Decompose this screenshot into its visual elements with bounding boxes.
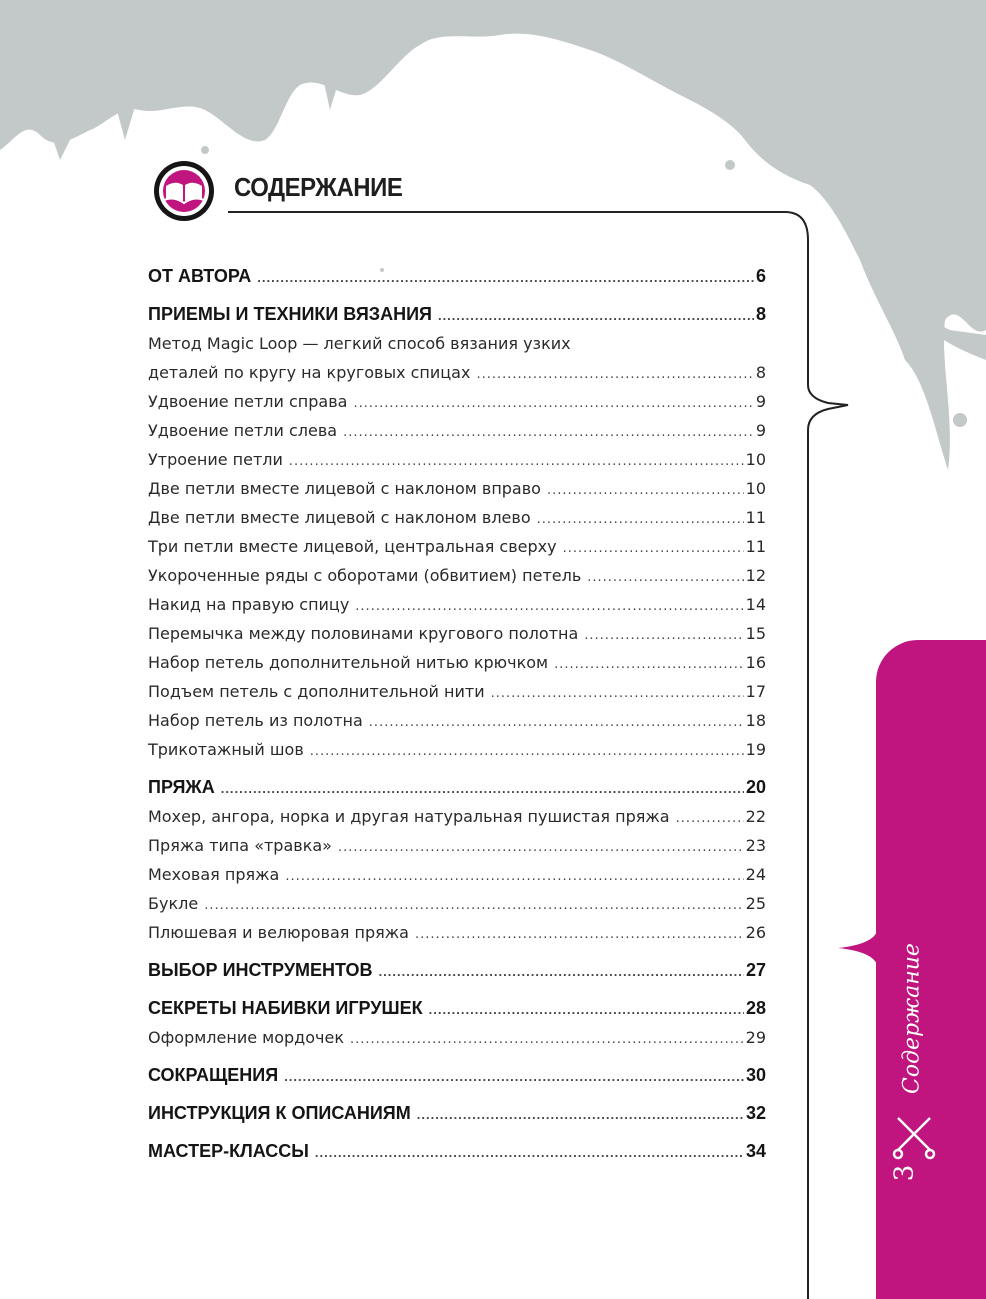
toc-page-number: 18 bbox=[745, 711, 766, 730]
toc-dot-leader bbox=[676, 804, 744, 831]
toc-page-number: 20 bbox=[745, 777, 766, 797]
toc-subsection-row[interactable] bbox=[148, 590, 766, 619]
toc-entry-title: Пряжа типа «травка» bbox=[148, 836, 332, 855]
toc-page-number: 17 bbox=[745, 682, 766, 701]
toc-dot-leader bbox=[310, 737, 744, 764]
toc-subsection-row[interactable] bbox=[148, 918, 766, 947]
toc-dot-leader bbox=[415, 920, 744, 947]
toc-dot-leader bbox=[204, 891, 743, 918]
toc-page-number: 16 bbox=[745, 653, 766, 672]
toc-dot-leader bbox=[289, 447, 744, 474]
toc-entry-title: МАСТЕР-КЛАССЫ bbox=[148, 1141, 309, 1161]
toc-dot-leader bbox=[563, 534, 744, 561]
toc-dot-leader bbox=[429, 995, 744, 1023]
toc-entry-title: СОКРАЩЕНИЯ bbox=[148, 1065, 279, 1085]
toc-page-number: 27 bbox=[745, 960, 766, 980]
toc-page-number: 6 bbox=[755, 266, 766, 286]
toc-entry-title: Утроение петли bbox=[148, 450, 283, 469]
toc-entry-title: ПРЯЖА bbox=[148, 777, 215, 797]
toc-dot-leader bbox=[587, 563, 743, 590]
toc-entry-title: Набор петель из полотна bbox=[148, 711, 363, 730]
toc-entry-title: Перемычка между половинами кругового полотна bbox=[148, 624, 579, 643]
toc-dot-leader bbox=[338, 833, 744, 860]
toc-page-number: 9 bbox=[755, 421, 766, 440]
toc-entry-title: Подъем петель с дополнительной нити bbox=[148, 682, 485, 701]
toc-page-number: 11 bbox=[745, 508, 766, 527]
toc-page-number: 24 bbox=[745, 865, 766, 884]
toc-dot-leader bbox=[369, 708, 744, 735]
toc-section-row[interactable] bbox=[148, 1061, 766, 1090]
toc-entry-title: Накид на правую спицу bbox=[148, 595, 350, 614]
scissors-icon bbox=[890, 1110, 938, 1160]
toc-entry-title: Метод Magic Loop — легкий способ вязания узких bbox=[148, 334, 571, 353]
toc-section-row[interactable] bbox=[148, 1099, 766, 1128]
toc-entry-title: Плюшевая и велюровая пряжа bbox=[148, 923, 409, 942]
toc-entry-title: Меховая пряжа bbox=[148, 865, 280, 884]
toc-subsection-row[interactable] bbox=[148, 387, 766, 416]
toc-page-number: 28 bbox=[745, 998, 766, 1018]
toc-dot-leader bbox=[584, 621, 743, 648]
toc-entry-title: деталей по кругу на круговых спицах bbox=[148, 363, 471, 382]
toc-page-number: 8 bbox=[755, 304, 766, 324]
toc-entry-title: ВЫБОР ИНСТРУМЕНТОВ bbox=[148, 960, 373, 980]
toc-page-number: 10 bbox=[745, 479, 766, 498]
toc-subsection-row[interactable] bbox=[148, 619, 766, 648]
toc-entry-title: Удвоение петли справа bbox=[148, 392, 348, 411]
toc-subsection-row[interactable] bbox=[148, 706, 766, 735]
toc-entry-title: Мохер, ангора, норка и другая натуральная пушистая пряжа bbox=[148, 807, 670, 826]
toc-subsection-row[interactable] bbox=[148, 561, 766, 590]
toc-dot-leader bbox=[438, 301, 754, 329]
toc-section-row[interactable] bbox=[148, 262, 766, 291]
toc-page-number: 10 bbox=[745, 450, 766, 469]
toc-entry-title: Две петли вместе лицевой с наклоном вправо bbox=[148, 479, 541, 498]
toc-dot-leader bbox=[343, 418, 754, 445]
toc-dot-leader bbox=[221, 774, 744, 802]
toc-dot-leader bbox=[417, 1100, 744, 1128]
toc-page-number: 15 bbox=[745, 624, 766, 643]
toc-subsection-row[interactable] bbox=[148, 677, 766, 706]
toc-subsection-row[interactable] bbox=[148, 358, 766, 387]
toc-subsection-row[interactable] bbox=[148, 503, 766, 532]
toc-dot-leader bbox=[257, 263, 754, 291]
toc-entry-title: СЕКРЕТЫ НАБИВКИ ИГРУШЕК bbox=[148, 998, 423, 1018]
toc-dot-leader bbox=[315, 1138, 744, 1166]
toc-section-row[interactable] bbox=[148, 1137, 766, 1166]
toc-dot-leader bbox=[285, 862, 743, 889]
toc-entry-title: Набор петель дополнительной нитью крючком bbox=[148, 653, 549, 672]
toc-page-number: 9 bbox=[755, 392, 766, 411]
toc-entry-title: Букле bbox=[148, 894, 199, 913]
page-title: СОДЕРЖАНИЕ bbox=[234, 172, 403, 202]
toc-dot-leader bbox=[355, 592, 743, 619]
toc-page-number: 8 bbox=[755, 363, 766, 382]
toc-dot-leader bbox=[353, 389, 753, 416]
toc-entry-title: ОТ АВТОРА bbox=[148, 266, 252, 286]
toc-entry-title: Укороченные ряды с оборотами (обвитием) петель bbox=[148, 566, 582, 585]
toc-subsection-row[interactable] bbox=[148, 532, 766, 561]
toc-entry-title: Три петли вместе лицевой, центральная сверху bbox=[148, 537, 557, 556]
toc-subsection-row[interactable] bbox=[148, 860, 766, 889]
toc-dot-leader bbox=[491, 679, 744, 706]
page-number: 3 bbox=[889, 1164, 920, 1182]
toc-section-row[interactable] bbox=[148, 994, 766, 1023]
toc-page-number: 26 bbox=[745, 923, 766, 942]
toc-subsection-row[interactable] bbox=[148, 648, 766, 677]
toc-section-row[interactable] bbox=[148, 956, 766, 985]
toc-entry-title: ПРИЕМЫ И ТЕХНИКИ ВЯЗАНИЯ bbox=[148, 304, 432, 324]
toc-page-number: 32 bbox=[745, 1103, 766, 1123]
toc-page-number: 22 bbox=[745, 807, 766, 826]
book-icon bbox=[148, 160, 220, 222]
toc-dot-leader bbox=[284, 1062, 744, 1090]
toc-section-row[interactable] bbox=[148, 300, 766, 329]
toc-entry-title: Трикотажный шов bbox=[148, 740, 304, 759]
toc-dot-leader bbox=[476, 360, 753, 387]
toc-entry-title: Оформление мордочек bbox=[148, 1028, 344, 1047]
toc-subsection-row[interactable] bbox=[148, 831, 766, 860]
toc-page-number: 30 bbox=[745, 1065, 766, 1085]
toc-page-number: 25 bbox=[745, 894, 766, 913]
toc-dot-leader bbox=[379, 957, 744, 985]
toc-dot-leader bbox=[547, 476, 744, 503]
toc-page-number: 29 bbox=[745, 1028, 766, 1047]
toc-page-number: 12 bbox=[745, 566, 766, 585]
toc-dot-leader bbox=[554, 650, 744, 677]
toc-entry-title: ИНСТРУКЦИЯ К ОПИСАНИЯМ bbox=[148, 1103, 411, 1123]
toc-page-number: 11 bbox=[745, 537, 766, 556]
toc-entry-title: Две петли вместе лицевой с наклоном влево bbox=[148, 508, 531, 527]
toc-subsection-row[interactable] bbox=[148, 329, 766, 358]
toc-dot-leader bbox=[350, 1025, 744, 1052]
toc-subsection-row[interactable] bbox=[148, 416, 766, 445]
toc-subsection-row[interactable] bbox=[148, 889, 766, 918]
toc-subsection-row[interactable] bbox=[148, 802, 766, 831]
toc-section-row[interactable] bbox=[148, 773, 766, 802]
sidebar-section-title: Содержание bbox=[899, 943, 925, 1094]
toc-subsection-row[interactable] bbox=[148, 1023, 766, 1052]
toc-page-number: 19 bbox=[745, 740, 766, 759]
toc-page-number: 14 bbox=[745, 595, 766, 614]
toc-subsection-row[interactable] bbox=[148, 474, 766, 503]
toc-subsection-row[interactable] bbox=[148, 735, 766, 764]
sidebar-notch bbox=[838, 928, 878, 968]
table-of-contents bbox=[148, 262, 766, 1166]
toc-page-number: 34 bbox=[745, 1141, 766, 1161]
toc-header bbox=[148, 160, 220, 220]
toc-entry-title: Удвоение петли слева bbox=[148, 421, 338, 440]
toc-dot-leader bbox=[537, 505, 744, 532]
toc-subsection-row[interactable] bbox=[148, 445, 766, 474]
toc-page-number: 23 bbox=[745, 836, 766, 855]
